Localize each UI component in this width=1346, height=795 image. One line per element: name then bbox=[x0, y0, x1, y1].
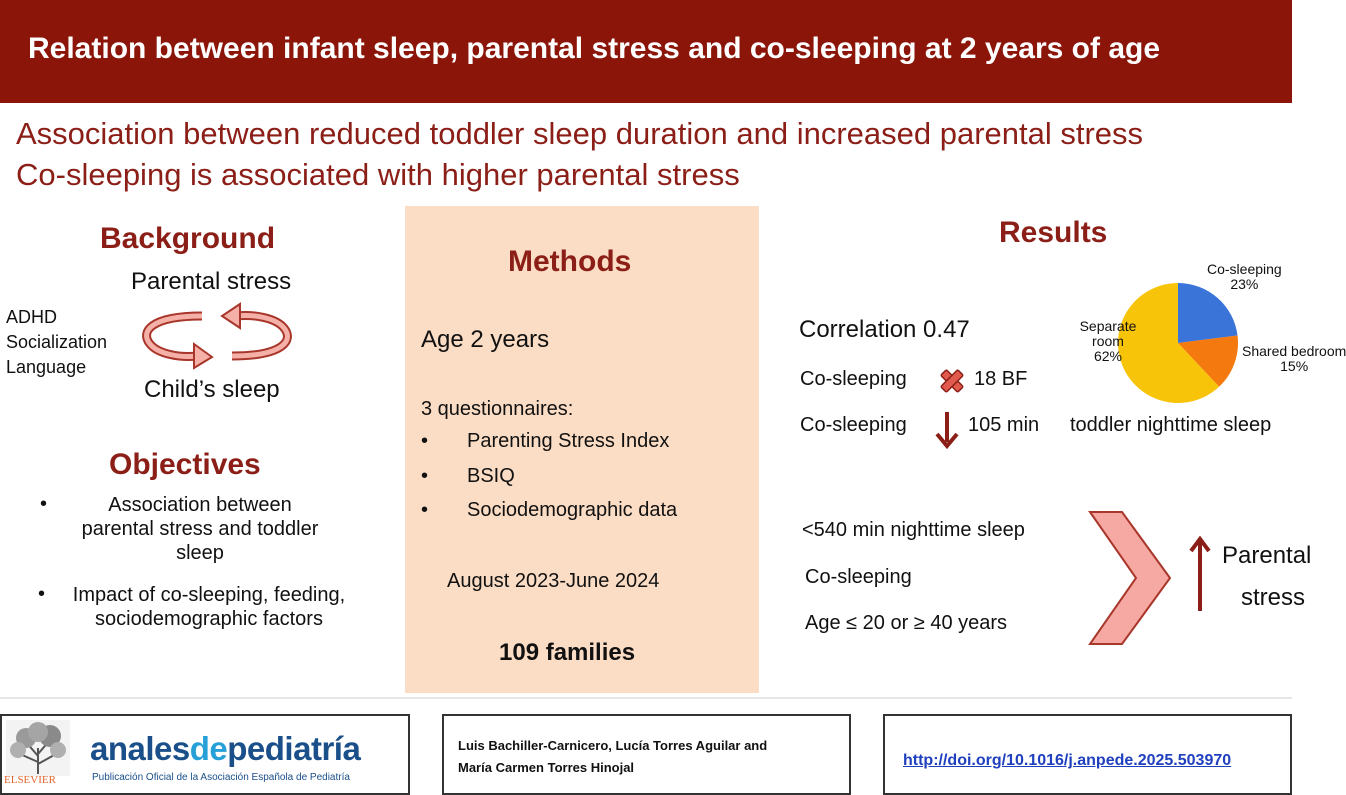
pie-label-separate: Separate room 62% bbox=[1079, 318, 1137, 364]
parental-stress-label: Parental stress bbox=[131, 268, 292, 295]
bullet-icon: • bbox=[421, 499, 429, 521]
toddler-sleep-label: toddler nighttime sleep bbox=[1070, 414, 1272, 436]
up-arrow-icon bbox=[1188, 535, 1212, 613]
factor-cosleeping: Co-sleeping bbox=[805, 566, 912, 588]
bullet-icon: • bbox=[38, 583, 46, 605]
cycle-arrows-icon bbox=[140, 302, 295, 370]
authors-line-1: Luis Bachiller-Carnicero, Lucía Torres Aguilar and bbox=[458, 738, 768, 753]
key-finding-2: Co-sleeping is associated with higher parental stress bbox=[16, 157, 740, 192]
outcome-stress: stress bbox=[1241, 584, 1306, 611]
factor-socialization: Socialization bbox=[6, 332, 108, 352]
factor-language: Language bbox=[6, 357, 87, 377]
background-heading: Background bbox=[100, 222, 276, 255]
elsevier-tree-icon bbox=[6, 720, 70, 776]
chevron-right-icon bbox=[1088, 510, 1172, 646]
objective-text: Impact of co-sleeping, feeding, sociodemographic factors bbox=[72, 584, 346, 630]
authors-line-2: María Carmen Torres Hinojal bbox=[458, 760, 635, 775]
pie-label-shared: Shared bedroom 15% bbox=[1242, 343, 1346, 374]
questionnaire-text: Parenting Stress Index bbox=[467, 430, 670, 452]
doi-box bbox=[883, 714, 1292, 795]
methods-heading: Methods bbox=[508, 245, 632, 278]
pie-label-cosleeping: Co-sleeping 23% bbox=[1207, 261, 1282, 292]
objective-text: Association between parental stress and toddler sleep bbox=[81, 494, 319, 564]
objective-item bbox=[40, 493, 375, 565]
questionnaire-item bbox=[421, 430, 670, 453]
bullet-icon: • bbox=[421, 465, 429, 487]
cosleeping-label: Co-sleeping bbox=[800, 414, 907, 436]
down-arrow-icon bbox=[933, 410, 961, 450]
factor-adhd: ADHD bbox=[6, 307, 58, 327]
families-count: 109 families bbox=[499, 639, 636, 666]
objectives-heading: Objectives bbox=[109, 448, 261, 481]
results-heading: Results bbox=[999, 216, 1108, 249]
footer-divider bbox=[0, 697, 1292, 699]
cosleeping-label: Co-sleeping bbox=[800, 368, 907, 390]
methods-age: Age 2 years bbox=[421, 326, 550, 353]
publisher-name: ELSEVIER bbox=[4, 774, 56, 786]
breastfeeding-value: 18 BF bbox=[974, 368, 1028, 390]
sleep-reduction-value: 105 min bbox=[968, 414, 1040, 436]
journal-logo-box bbox=[0, 714, 410, 795]
journal-name: analesdepediatría bbox=[90, 730, 361, 767]
authors-box bbox=[442, 714, 851, 795]
questionnaire-text: Sociodemographic data bbox=[467, 499, 678, 521]
cross-icon bbox=[936, 368, 968, 394]
pie-slice-co-sleeping bbox=[1178, 283, 1238, 343]
factor-short-sleep: <540 min nighttime sleep bbox=[802, 519, 1025, 541]
childs-sleep-label: Child’s sleep bbox=[144, 376, 280, 403]
questionnaire-text: BSIQ bbox=[467, 465, 515, 487]
bullet-icon: • bbox=[40, 493, 48, 515]
bullet-icon: • bbox=[421, 430, 429, 452]
page-title: Relation between infant sleep, parental stress and co-sleeping at 2 years of age bbox=[28, 32, 1161, 65]
study-period: August 2023-June 2024 bbox=[447, 570, 660, 592]
outcome-parental: Parental bbox=[1222, 542, 1312, 569]
objective-item bbox=[38, 583, 373, 631]
factor-age: Age ≤ 20 or ≥ 40 years bbox=[805, 612, 1008, 634]
journal-subtitle: Publicación Oficial de la Asociación Española de Pediatría bbox=[92, 772, 350, 783]
correlation-value: Correlation 0.47 bbox=[799, 316, 970, 343]
questionnaire-item bbox=[421, 465, 515, 488]
questionnaires-label: 3 questionnaires: bbox=[421, 398, 574, 420]
doi-link[interactable]: http://doi.org/10.1016/j.anpede.2025.503970 bbox=[903, 752, 1232, 769]
questionnaire-item bbox=[421, 499, 678, 522]
key-finding-1: Association between reduced toddler sleep duration and increased parental stress bbox=[16, 116, 1144, 151]
